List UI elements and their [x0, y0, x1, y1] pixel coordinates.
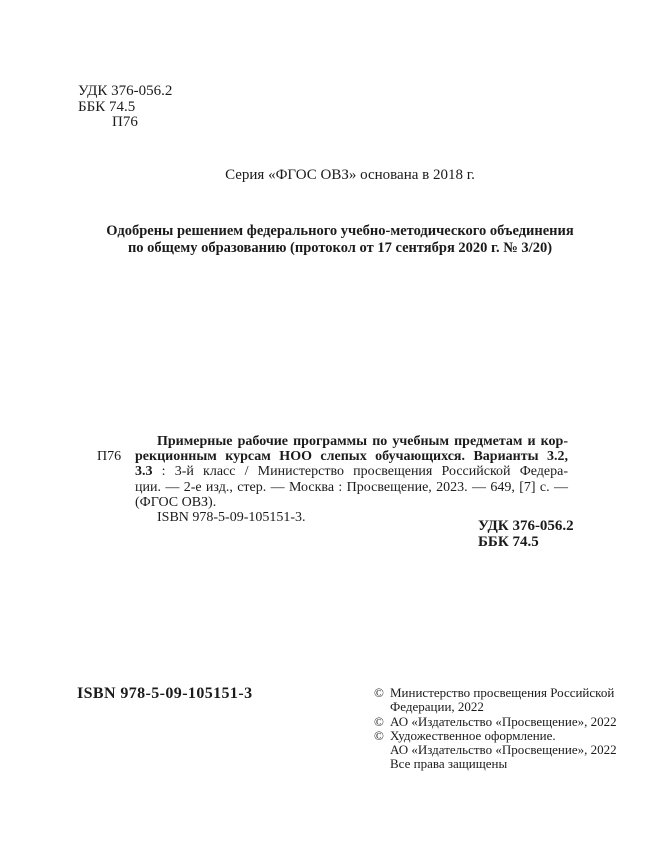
author-sign-margin: П76 — [97, 449, 122, 464]
approval-line-2: по общему образованию (протокол от 17 сентября 2020 г. № 3/20) — [127, 240, 553, 256]
approval-note — [80, 223, 600, 257]
bib-series-segment: (ФГОС ОВЗ). — [135, 494, 217, 510]
bibliographic-record — [135, 434, 568, 525]
copyright-line: Министерство просвещения Российской — [390, 685, 615, 700]
bib-imprint-segment: : 3-й класс / Министерство просвещения Российской Федера- — [152, 464, 568, 480]
copyright-symbol: © — [374, 727, 384, 743]
copyright-line: АО «Издательство «Просвещение», 2022 — [390, 742, 617, 758]
copyright-entry — [374, 715, 619, 729]
isbn-segment: ISBN 978-5-09-105151-3. — [157, 510, 306, 526]
copyright-symbol: © — [374, 713, 384, 729]
copyright-entry-text — [390, 686, 619, 715]
copyright-entry-text — [390, 729, 619, 772]
bbk-code-bottom: ББК 74.5 — [478, 533, 539, 550]
bib-line-1 — [135, 434, 568, 449]
series-note: Серия «ФГОС ОВЗ» основана в 2018 г. — [225, 167, 475, 183]
udc-code: УДК 376-056.2 — [78, 83, 173, 99]
approval-line-1: Одобрены решением федерального учебно-методического объединения — [106, 223, 574, 239]
bib-line-5 — [135, 495, 568, 510]
copyright-block — [374, 686, 619, 772]
udc-code-bottom: УДК 376-056.2 — [478, 518, 574, 534]
copyright-line: АО «Издательство «Просвещение», 2022 — [390, 713, 617, 729]
bib-line-2 — [135, 449, 568, 464]
copyright-line: Художественное оформление. — [390, 727, 556, 743]
isbn-statement: ISBN 978-5-09-105151-3 — [77, 685, 253, 702]
author-sign-code: П76 — [112, 114, 138, 130]
bib-line-3 — [135, 464, 568, 479]
bib-line-4 — [135, 480, 568, 495]
copyright-symbol: © — [374, 685, 384, 700]
udc-bbk-footer — [478, 519, 574, 550]
bib-imprint-segment: ции. — 2-е изд., стер. — Москва : Просвещение, 2023. — 649, [7] с. — — [135, 479, 568, 495]
classification-block — [78, 84, 172, 131]
copyright-line: Федерации, 2022 — [390, 699, 484, 715]
bib-title-segment: рекционным курсам НОО слепых обучающихся. Варианты 3.2, — [135, 449, 568, 465]
bib-title-segment: 3.3 — [135, 464, 153, 480]
copyright-entry — [374, 729, 619, 772]
copyright-line: Все права защищены — [390, 756, 508, 772]
bib-title-segment: Примерные рабочие программы по учебным предметам и кор- — [157, 434, 568, 449]
bbk-code: ББК 74.5 — [78, 98, 136, 115]
copyright-entry-text — [390, 715, 619, 729]
copyright-entry — [374, 686, 619, 715]
